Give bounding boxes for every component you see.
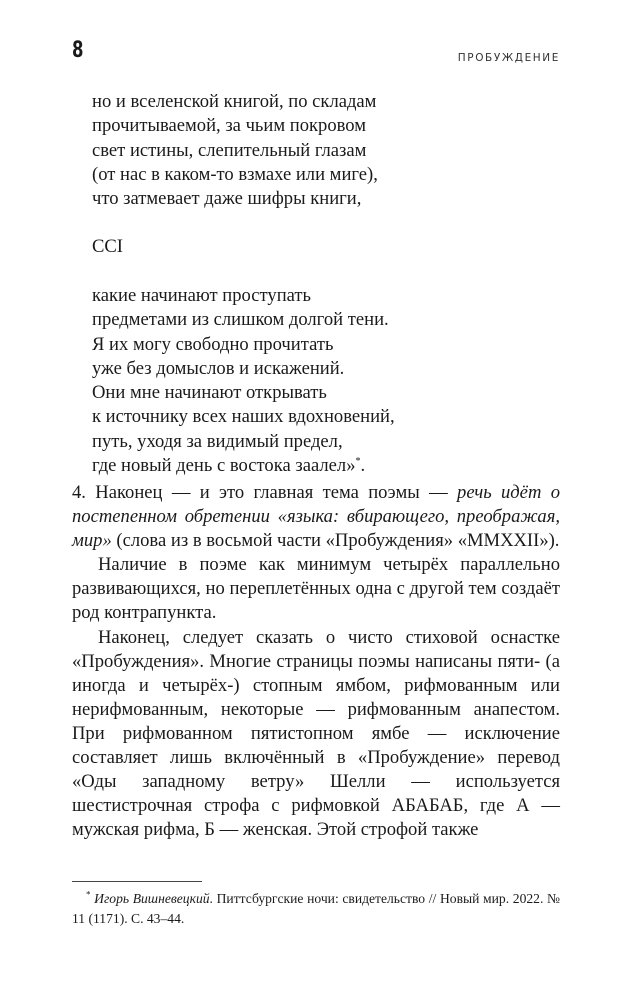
poem-line: прочитываемой, за чьим покровом [92, 115, 367, 137]
poem-line: но и вселенской книгой, по складам [92, 91, 377, 112]
poem-stanza-2 [92, 284, 532, 478]
poem-line-last: где новый день с востока заалел»*. [92, 455, 366, 477]
poem-line: свет истины, слепительный глазам [92, 139, 367, 161]
prose-body [72, 481, 560, 842]
paragraph-meter: Наконец, следует сказать о чисто стиховой оснастке «Пробуждения». Многие страницы поэмы написаны пяти- (а иногда и четырёх-) стопным ямбом, рифмованным или нерифмованным, некоторые — рифмованным анапестом. При рифмованном пятистопном ямбе — исключение составляет лишь включённый в «Пробуждение» перевод «Оды западному ветру» Шелли — используется шестистрочная строфа с рифмовкой АБАБАБ, где А — мужская рифма, Б — женская. Этой строфой также [72, 626, 560, 841]
poem-line: Они мне начинают открывать [92, 382, 327, 404]
page-number: 8 [72, 38, 84, 63]
poem-line: (от нас в каком-то взмахе или миге), [92, 163, 378, 185]
footnote-marker: * [86, 889, 91, 900]
poem-line: к источнику всех наших вдохновений, [92, 406, 395, 428]
paragraph-text: (слова из в восьмой части «Пробуждения» «MMXXII»). [111, 530, 560, 552]
footnote-ref[interactable]: * [355, 455, 361, 467]
paragraph-counterpoint: Наличие в поэме как минимум четырёх параллельно развивающихся, но переплетённых одна с другой тем создаёт род контрапункта. [72, 554, 560, 624]
poem-line: путь, уходя за видимый предел, [92, 430, 343, 452]
poem-line: предметами из слишком долгой тени. [92, 309, 389, 331]
paragraph-text: 4. Наконец — и это главная тема поэмы — [72, 482, 458, 503]
poem-line-text: где новый день с востока заалел» [92, 455, 356, 477]
section-number: CCI [92, 236, 123, 257]
footnote-text: . Питтсбургские ночи: свидетельство // Новый мир. 2022. № 11 (1171). С. 43–44. [72, 891, 560, 926]
paragraph-4 [72, 481, 560, 553]
poem-stanza-1 [92, 90, 532, 211]
footnote-divider [72, 881, 202, 882]
footnote-author: Игорь Вишневецкий [94, 891, 210, 906]
footnote [72, 889, 560, 929]
poem-line: какие начинают проступать [92, 285, 312, 306]
poem-line: уже без домыслов и искажений. [92, 357, 345, 379]
poem-line: что затмевает даже шифры книги, [92, 188, 362, 210]
running-head: ПРОБУЖДЕНИЕ [457, 52, 560, 64]
poem-line: Я их могу свободно прочитать [92, 333, 334, 355]
italic-quote: речь идёт о постепенном обретении «языка: вбирающего, преображая, мир» [72, 482, 560, 552]
